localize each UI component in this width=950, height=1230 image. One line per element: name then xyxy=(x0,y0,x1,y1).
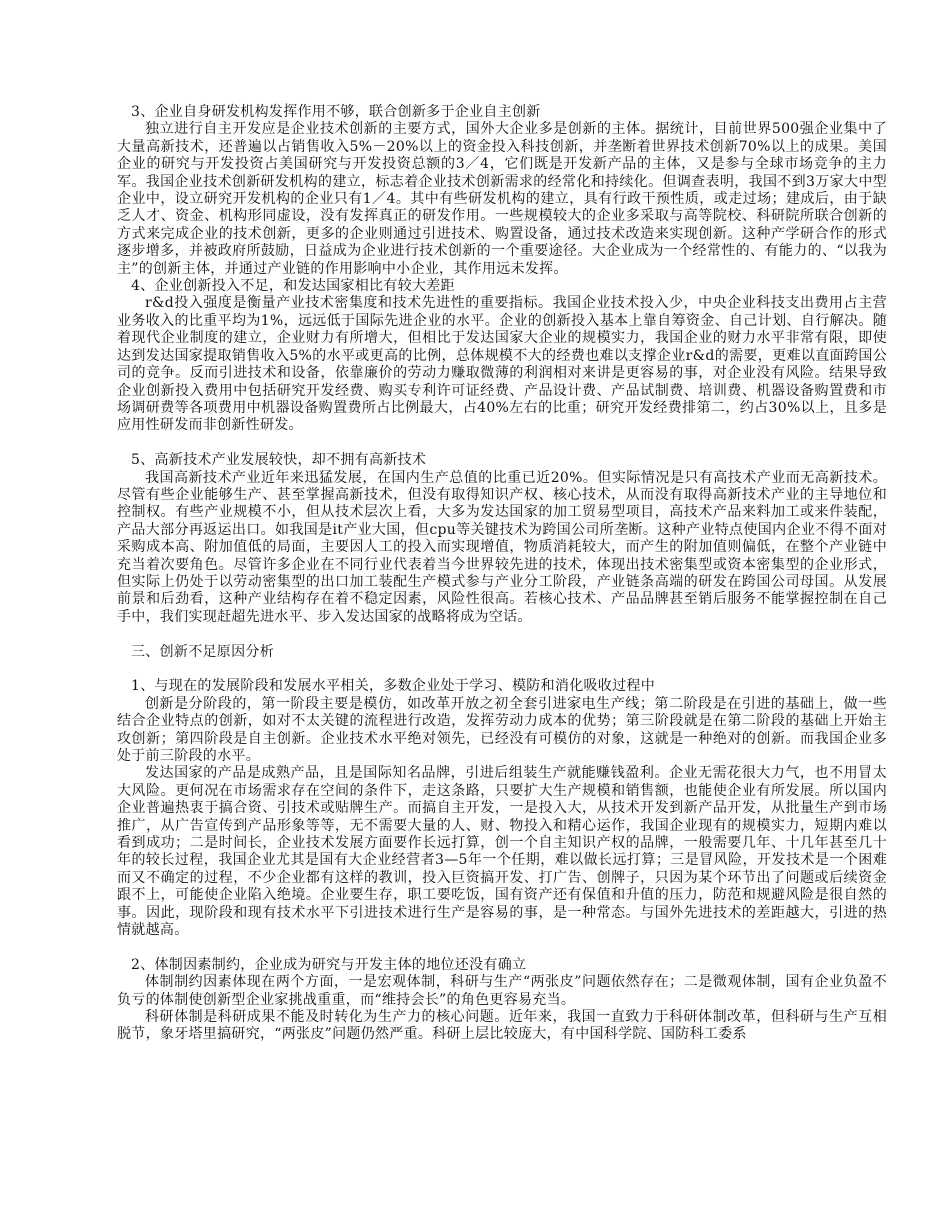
paragraph: r&d投入强度是衡量产业技术密集度和技术先进性的重要指标。我国企业技术投入少，中央企业科技支出费用占主营业务收入的比重平均为1%，远远低于国际先进企业的水平。企业的创新投入基本上靠自筹资金、自己计划、自行解决。随着现代企业制度的建立，企业财力有所增大，但相比于发达国家大企业的规模实力，我国企业的财力水平非常有限，即使达到发达国家提取销售收入5%的水平或更高的比例，总体规模不大的经费也难以支撑企业r&d的需要，更难以直面跨国公司的竞争。反而引进技术和设备，依靠廉价的劳动力赚取微薄的利润相对来讲是更容易的事，对企业没有风险。结果导致企业创新投入费用中包括研究开发经费、购买专利许可证经费、产品设计费、产品试制费、培训费、机器设备购置费和市场调研费等各项费用中机器设备购置费所占比例最大，占40%左右的比重；研究开发经费排第二，约占30%以上，且多是应用性研发而非创新性研发。 xyxy=(117,295,887,434)
section-heading: 三、创新不足原因分析 xyxy=(131,643,274,660)
section-heading: 4、企业创新投入不足，和发达国家相比有较大差距 xyxy=(131,278,455,295)
section-heading: 2、体制因素制约，企业成为研究与开发主体的地位还没有确立 xyxy=(131,956,527,973)
paragraph: 创新是分阶段的，第一阶段主要是模仿，如改革开放之初全套引进家电生产线；第二阶段是在引进的基础上，做一些结合企业特点的创新，如对不太关键的流程进行改造，发挥劳动力成本的优势；第三阶段就是在第二阶段的基础上开始主攻创新；第四阶段是自主创新。企业技术水平绝对领先，已经没有可模仿的对象，这就是一种绝对的创新。而我国企业多处于前三阶段的水平。 xyxy=(117,695,887,764)
paragraph: 我国高新技术产业近年来迅猛发展，在国内生产总值的比重已近20%。但实际情况是只有高技术产业而无高新技术。尽管有些企业能够生产、甚至掌握高新技术，但没有取得知识产权、核心技术，从而没有取得高新技术产业的主导地位和控制权。有些产业规模不小，但从技术层次上看，大多为发达国家的加工贸易型项目，高技术产品来料加工或来件装配，产品大部分再返运出口。如我国是it产业大国，但cpu等关键技术为跨国公司所垄断。这种产业特点使国内企业不得不面对采购成本高、附加值低的局面，主要因人工的投入而实现增值，物质消耗较大，而产生的附加值则偏低，在整个产业链中充当着次要角色。尽管许多企业在不同行业代表着当今世界较先进的技术，体现出技术密集型或资本密集型的企业形式，但实际上仍处于以劳动密集型的出口加工装配生产模式参与产业分工阶段，产业链条高端的研发在跨国公司母国。从发展前景和后劲看，这种产业结构存在着不稳定因素，风险性很高。若核心技术、产品品牌甚至销后服务不能掌握控制在自己手中，我们实现赶超先进水平、步入发达国家的战略将成为空话。 xyxy=(117,469,887,625)
section-heading: 5、高新技术产业发展较快，却不拥有高新技术 xyxy=(131,452,427,469)
paragraph: 科研体制是科研成果不能及时转化为生产力的核心问题。近年来，我国一直致力于科研体制改革，但科研与生产互相脱节，象牙塔里搞研究，“两张皮”问题仍然严重。科研上层比较庞大，有中国科学院、国防科工委系 xyxy=(117,1009,887,1043)
section-heading: 3、企业自身研发机构发挥作用不够，联合创新多于企业自主创新 xyxy=(131,104,541,120)
document-body xyxy=(117,104,887,1044)
blank-line xyxy=(117,435,887,452)
blank-line xyxy=(117,661,887,678)
section-heading: 1、与现在的发展阶段和发展水平相关，多数企业处于学习、模防和消化吸收过程中 xyxy=(131,678,656,695)
paragraph: 体制制约因素体现在两个方面，一是宏观体制，科研与生产“两张皮”问题依然存在；二是微观体制，国有企业负盈不负亏的体制使创新型企业家挑战重重，而“维持会长”的角色更容易充当。 xyxy=(117,974,887,1008)
blank-line xyxy=(117,939,887,956)
paragraph: 独立进行自主开发应是企业技术创新的主要方式，国外大企业多是创新的主体。据统计，目前世界500强企业集中了大量高新技术，还普遍以占销售收入5%－20%以上的资金投入科技创新，并垄断着世界技术创新70%以上的成果。美国企业的研究与开发投资占美国研究与开发投资总额的3／4，它们既是开发新产品的主体，又是参与全球市场竞争的主力军。我国企业技术创新研发机构的建立，标志着企业技术创新需求的经常化和持续化。但调查表明，我国不到3万家大中型企业中，设立研究开发机构的企业只有1／4。其中有些研发机构的建立，具有行政干预性质，或走过场；建成后，由于缺乏人才、资金、机构形同虚设，没有发挥真正的研发作用。一些规模较大的企业多采取与高等院校、科研院所联合创新的方式来完成企业的技术创新，更多的企业则通过引进技术、购置设备，通过技术改造来实现创新。这种产学研合作的形式逐步增多，并被政府所鼓励，日益成为企业进行技术创新的一个重要途径。大企业成为一个经常性的、有能力的、“以我为主”的创新主体，并通过产业链的作用影响中小企业，其作用远未发挥。 xyxy=(117,121,887,277)
blank-line xyxy=(117,626,887,643)
paragraph: 发达国家的产品是成熟产品，且是国际知名品牌，引进后组装生产就能赚钱盈利。企业无需花很大力气，也不用冒太大风险。更何况在市场需求存在空间的条件下，走这条路，只要扩大生产规模和销售额，也能使企业有所发展。所以国内企业普遍热衷于搞合资、引技术或贴牌生产。而搞自主开发，一是投入大，从技术开发到新产品开发，从批量生产到市场推广，从广告宣传到产品形象等等，无不需要大量的人、财、物投入和精心运作，我国企业现有的规模实力，短期内难以看到成功；二是时间长，企业技术发展方面要作长远打算，创一个自主知识产权的品牌，一般需要几年、十几年甚至几十年的较长过程，我国企业尤其是国有大企业经营者3—5年一个任期，难以做长远打算；三是冒风险，开发技术是一个困难而又不确定的过程，不少企业都有这样的教训，投入巨资搞开发、打广告、创牌子，只因为某个环节出了问题或后续资金跟不上，可能使企业陷入绝境。企业要生存，职工要吃饭，国有资产还有保值和升值的压力，防范和规避风险是很自然的事。因此，现阶段和现有技术水平下引进技术进行生产是容易的事，是一种常态。与国外先进技术的差距越大，引进的热情就越高。 xyxy=(117,765,887,939)
